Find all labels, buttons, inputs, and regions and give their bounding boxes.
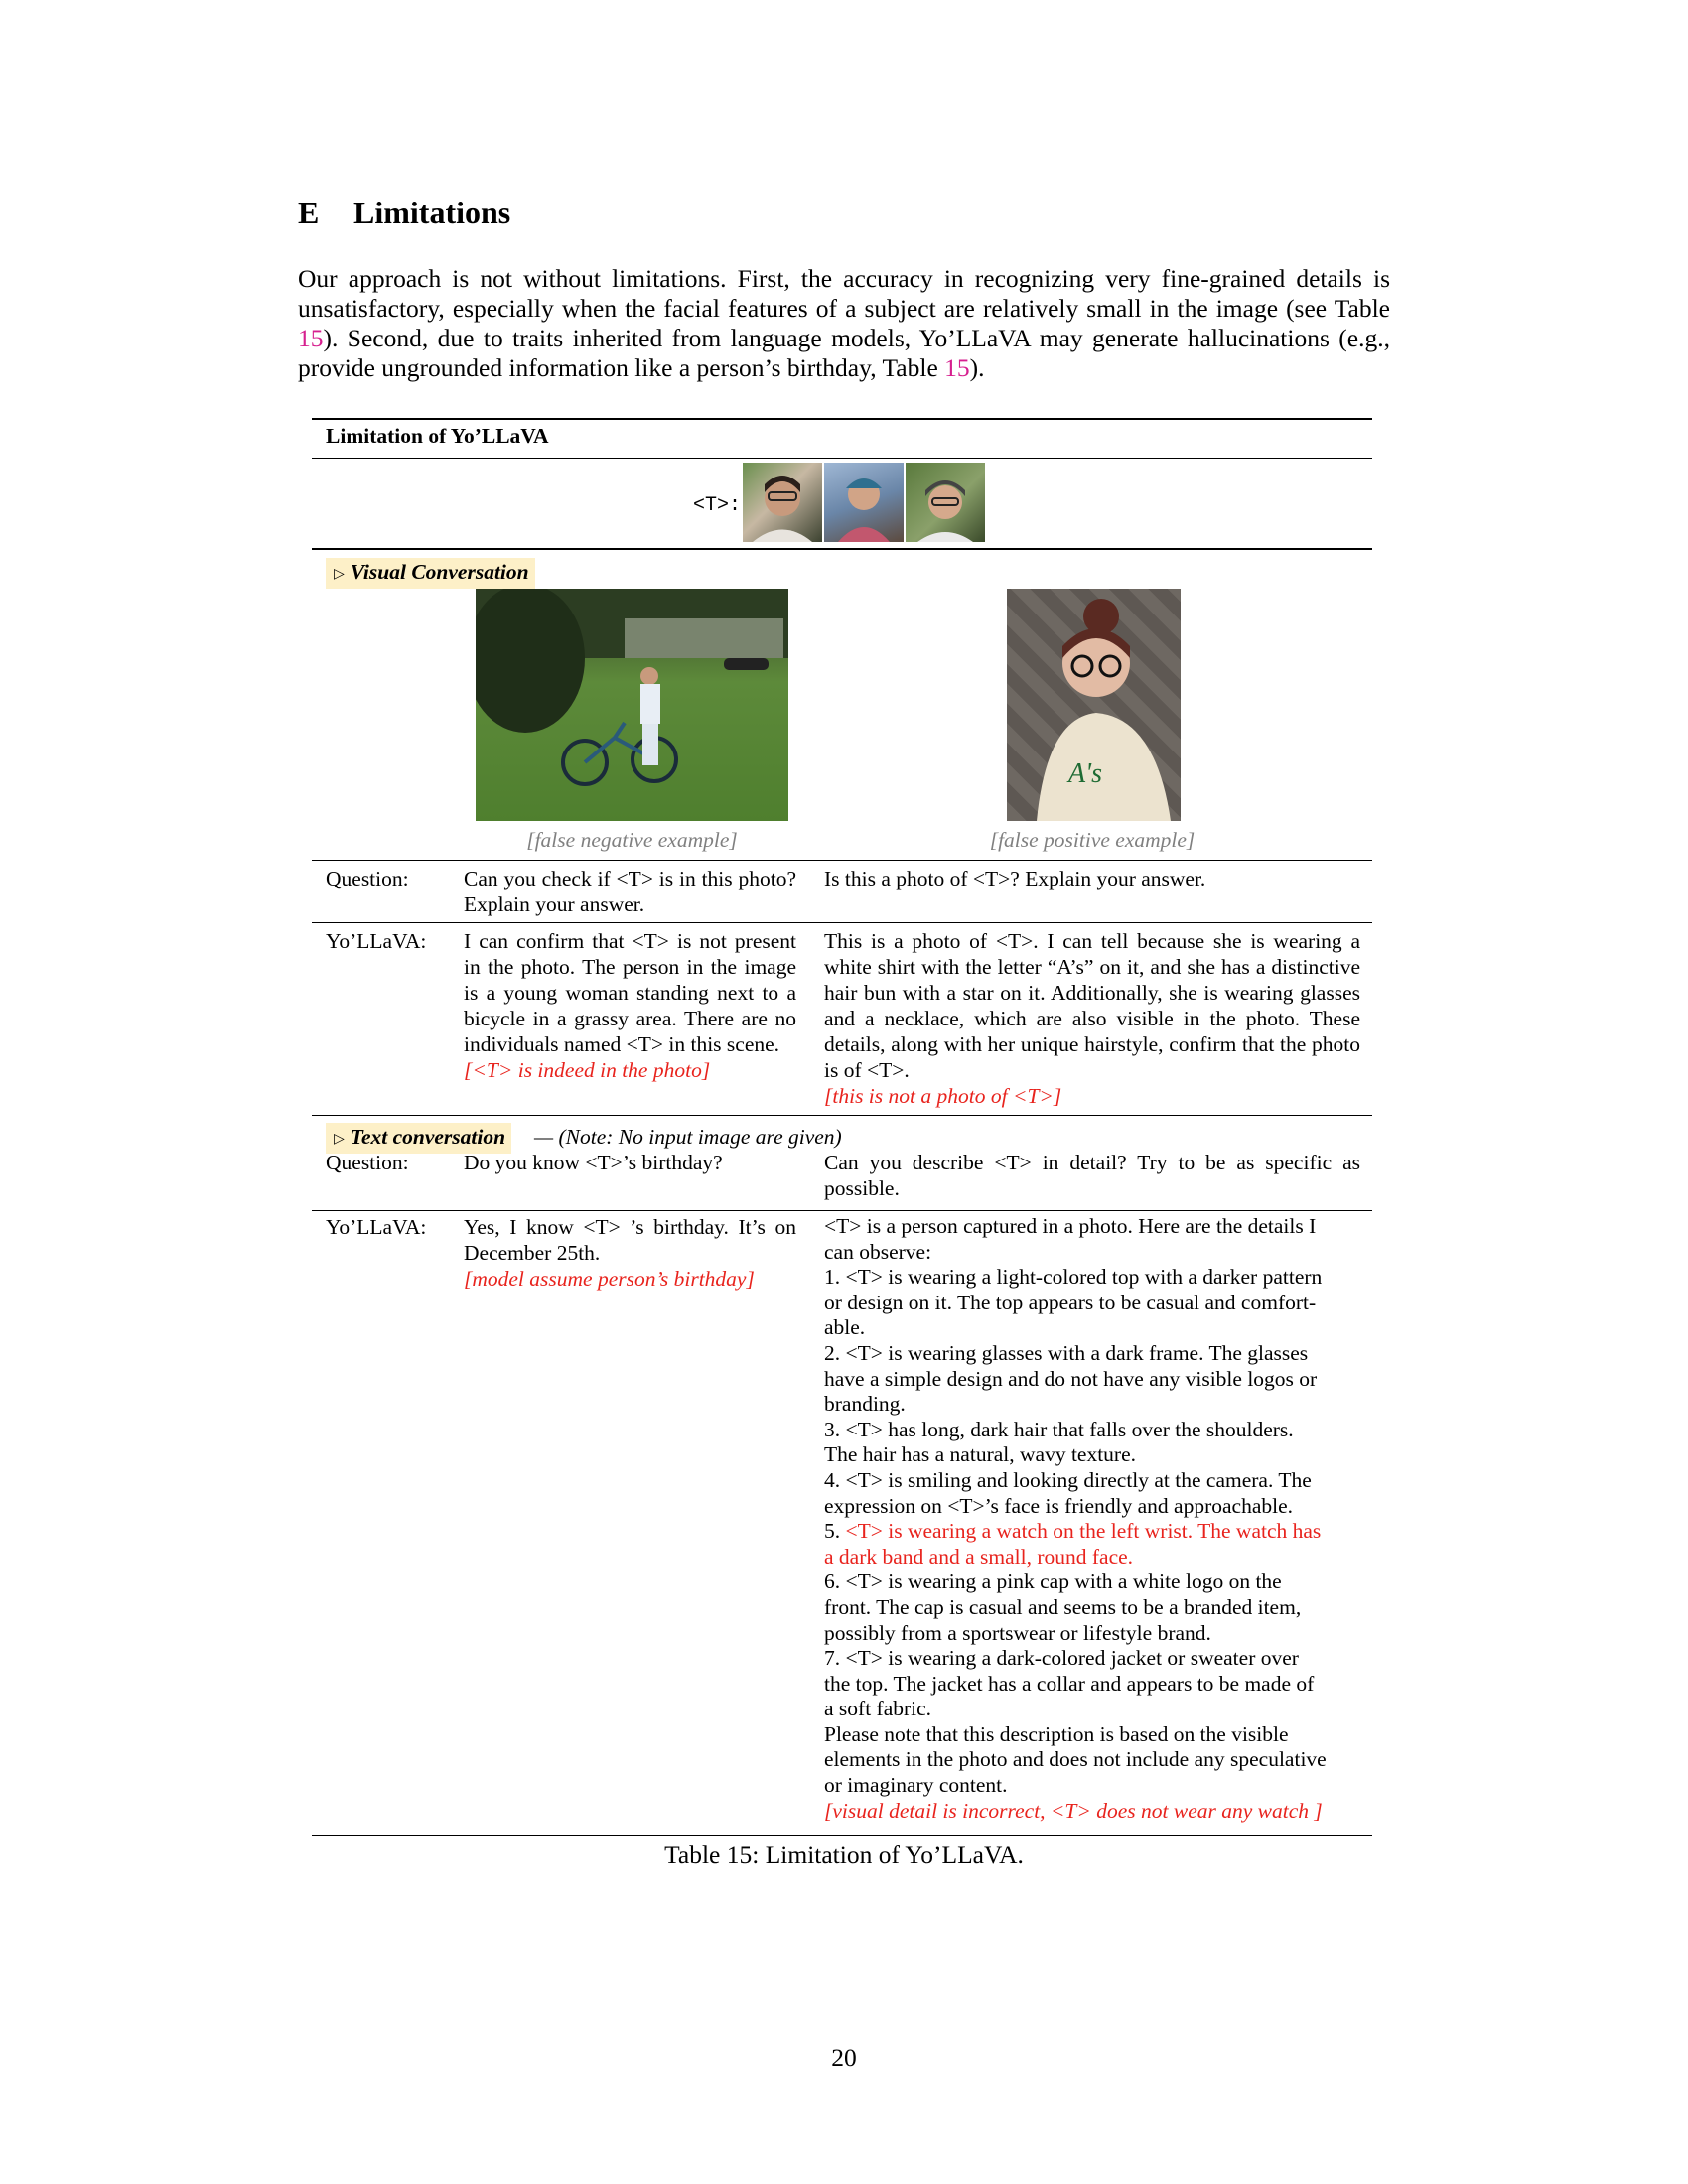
table-rule — [312, 1115, 1372, 1116]
answer-line: have a simple design and do not have any visible logos or — [824, 1366, 1318, 1391]
triangle-right-icon: ▷ — [334, 567, 345, 582]
question-label: Question: — [326, 867, 409, 890]
visual-answer-col2 — [824, 928, 1360, 1109]
table-bottom-rule — [312, 1835, 1372, 1836]
table-caption: Table 15: Limitation of Yo’LLaVA. — [664, 1841, 1024, 1869]
bicycle-photo-icon — [476, 589, 788, 821]
visual-answer-col2-text: This is a photo of <T>. I can tell because she is wearing a white shirt with the letter “A’s” on it, and she has a distinctive hair bun with a star on it. Additionally, she is wearing glasses and a necklace, which are also visible in the photo. These details, along with her unique hairstyle, confirm that the photo is of <T>. — [824, 929, 1360, 1082]
reference-photo-1 — [743, 463, 822, 542]
reference-photo-3 — [906, 463, 985, 542]
text-answer-col1 — [464, 1214, 796, 1292]
table-rule — [312, 860, 1372, 861]
reference-photo-2 — [824, 463, 904, 542]
visual-question-col2: Is this a photo of <T>? Explain your answer. — [824, 867, 1206, 890]
person-portrait-icon — [906, 463, 985, 542]
answer-line: 4. <T> is smiling and looking directly at the camera. The — [824, 1467, 1312, 1492]
image-caption-false-negative: [false negative example] — [526, 828, 738, 852]
answer-line: 1. <T> is wearing a light-colored top with a darker pattern — [824, 1265, 1323, 1290]
answer-label: Yo’LLaVA: — [326, 929, 427, 953]
answer-line: or imaginary content. — [824, 1773, 1008, 1798]
answer-line: front. The cap is casual and seems to be a branded item, — [824, 1594, 1302, 1619]
answer-line: able. — [824, 1315, 866, 1340]
answer-line: the top. The jacket has a collar and appears to be made of — [824, 1671, 1315, 1696]
table-rule — [312, 548, 1372, 550]
hallucinated-line: a dark band and a small, round face. — [824, 1544, 1134, 1569]
text-conversation-note: — (Note: No input image are given) — [534, 1125, 842, 1149]
answer-line: The hair has a natural, wavy texture. — [824, 1442, 1137, 1467]
person-portrait-icon — [743, 463, 822, 542]
text-question-col2: Can you describe <T> in detail? Try to be as specific as possible. — [824, 1151, 1360, 1200]
answer-line: Please note that this description is based on the visible — [824, 1721, 1289, 1746]
visual-conversation-tag — [326, 558, 535, 589]
error-note: [this is not a photo of <T>] — [824, 1084, 1062, 1108]
intro-text-2: ). Second, due to traits inherited from language models, Yo’LLaVA may generate hallucinations (e.g., provide ungrounded information like a person’s birthday, Table — [298, 324, 1390, 382]
triangle-right-icon: ▷ — [334, 1132, 345, 1147]
person-portrait-icon — [824, 463, 904, 542]
answer-line: 6. <T> is wearing a pink cap with a white logo on the — [824, 1570, 1282, 1594]
example-photo-bicycle — [476, 589, 788, 821]
answer-line: 5. — [824, 1519, 846, 1544]
answer-line: elements in the photo and does not include any speculative — [824, 1747, 1327, 1772]
error-note: [model assume person’s birthday] — [464, 1267, 755, 1291]
table-rule — [312, 922, 1372, 923]
visual-answer-col1 — [464, 928, 796, 1083]
error-note: [<T> is indeed in the photo] — [464, 1058, 711, 1082]
token-label: <T>: — [693, 494, 742, 517]
example-photo-portrait — [1007, 589, 1181, 821]
answer-line: 3. <T> has long, dark hair that falls over the shoulders. — [824, 1417, 1294, 1441]
answer-label: Yo’LLaVA: — [326, 1215, 427, 1239]
answer-line: or design on it. The top appears to be casual and comfort- — [824, 1290, 1317, 1314]
intro-paragraph — [298, 264, 1390, 383]
text-conversation-title: Text conversation — [350, 1125, 506, 1149]
visual-answer-col1-text: I can confirm that <T> is not present in the photo. The person in the image is a young woman standing next to a bicycle in a grassy area. There are no individuals named <T> in this scene. — [464, 929, 796, 1056]
text-question-col1: Do you know <T>’s birthday? — [464, 1151, 723, 1174]
intro-text-1: Our approach is not without limitations. First, the accuracy in recognizing very fine-grained details is unsatisfactory, especially when the facial features of a subject are relatively small in the image (see Table — [298, 264, 1390, 323]
answer-line: 2. <T> is wearing glasses with a dark frame. The glasses — [824, 1340, 1309, 1365]
image-caption-false-positive: [false positive example] — [989, 828, 1196, 852]
answer-line: <T> is a person captured in a photo. Here are the details I — [824, 1214, 1317, 1238]
svg-text:A's: A's — [1068, 758, 1102, 789]
question-label: Question: — [326, 1151, 409, 1174]
table-rule — [312, 1210, 1372, 1211]
text-answer-col1-text: Yes, I know <T> ’s birthday. It’s on December 25th. — [464, 1215, 796, 1265]
answer-line: branding. — [824, 1392, 906, 1417]
section-title: Limitations — [353, 195, 511, 230]
visual-conversation-title: Visual Conversation — [350, 560, 529, 584]
visual-question-col1: Can you check if <T> is in this photo? Explain your answer. — [464, 867, 796, 916]
portrait-photo-icon — [1007, 589, 1181, 821]
answer-line: a soft fabric. — [824, 1697, 932, 1721]
answer-line: 7. <T> is wearing a dark-colored jacket or sweater over — [824, 1646, 1299, 1671]
table-reference-link[interactable]: 15 — [944, 353, 970, 382]
table-header: Limitation of Yo’LLaVA — [326, 424, 549, 448]
answer-line: possibly from a sportswear or lifestyle brand. — [824, 1620, 1211, 1645]
intro-text-3: ). — [969, 353, 985, 382]
section-heading — [298, 195, 510, 231]
table-top-rule — [312, 418, 1372, 420]
page-number: 20 — [831, 2043, 857, 2072]
table-reference-link[interactable]: 15 — [298, 324, 324, 352]
section-number: E — [298, 195, 320, 230]
answer-line: expression on <T>’s face is friendly and approachable. — [824, 1493, 1294, 1518]
text-answer-col2 — [824, 1214, 1365, 1824]
answer-line: can observe: — [824, 1239, 932, 1264]
table-rule — [312, 458, 1372, 459]
error-note: [visual detail is incorrect, <T> does not wear any watch ] — [824, 1798, 1323, 1823]
hallucinated-line: <T> is wearing a watch on the left wrist. The watch has — [845, 1519, 1322, 1544]
